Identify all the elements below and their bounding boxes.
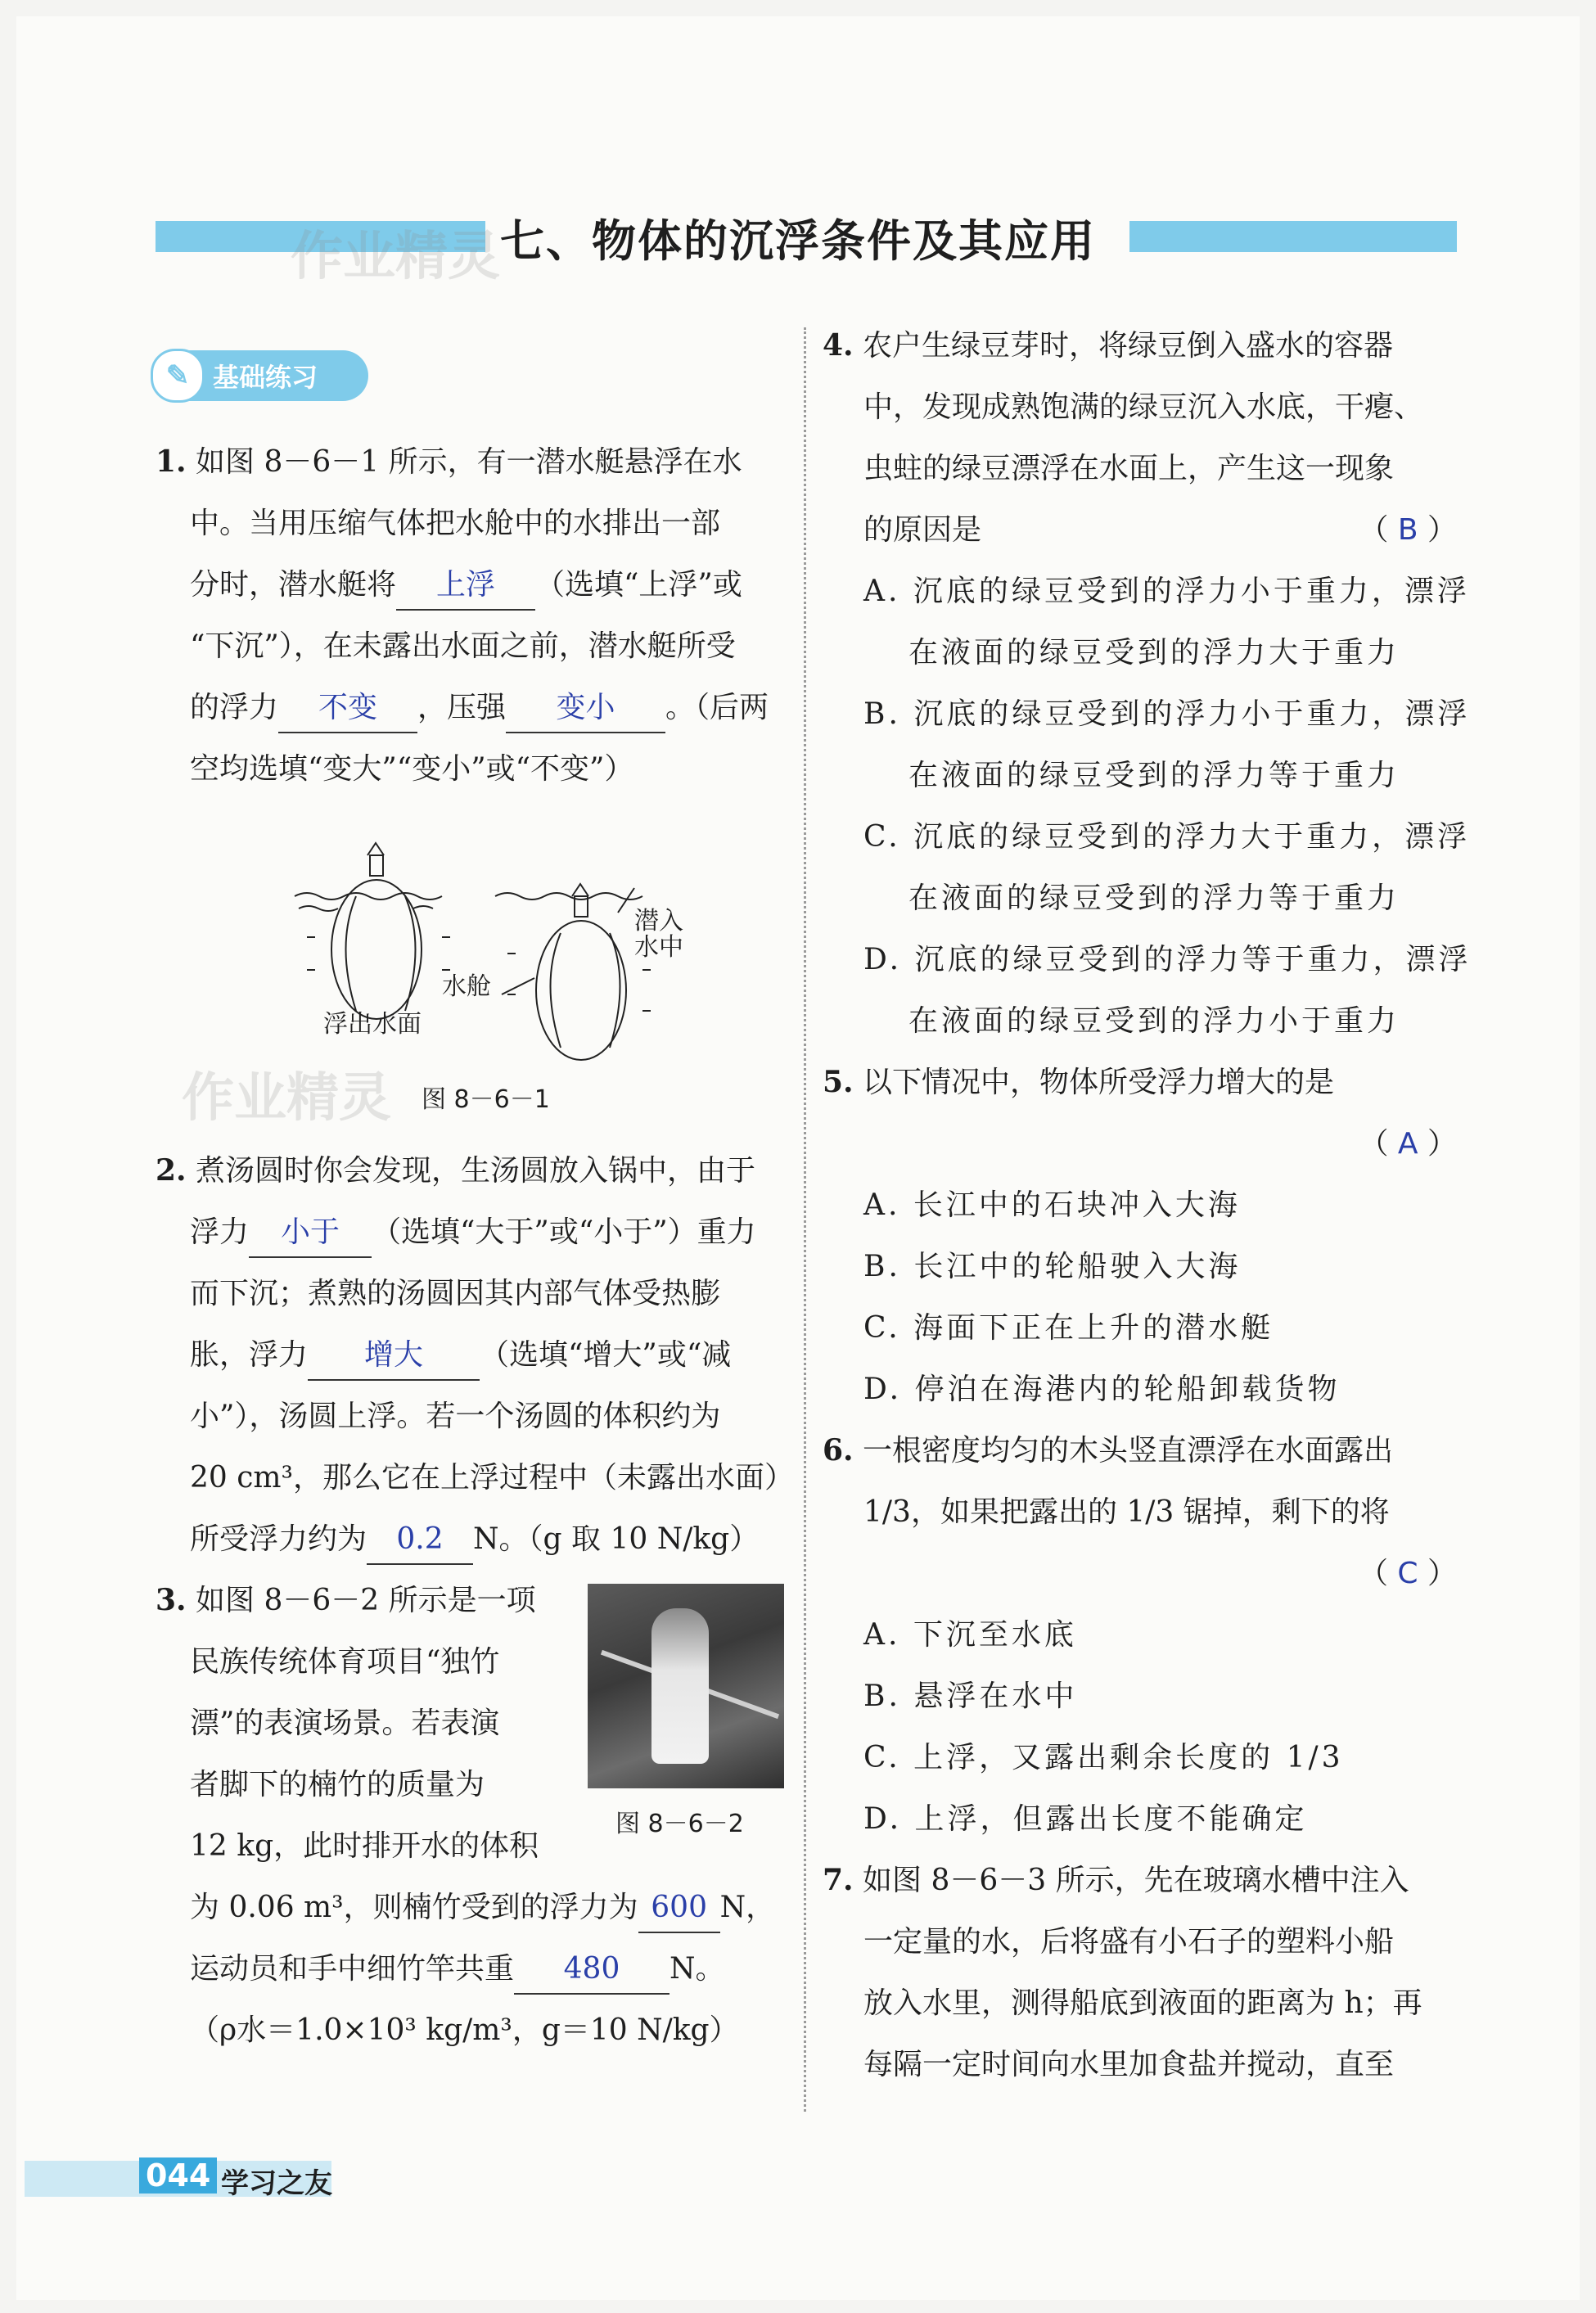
bamboo-rafting-photo [588, 1584, 784, 1788]
q4-option-a: A. 沉底的绿豆受到的浮力小于重力，漂浮 [863, 575, 1470, 608]
right-column [823, 315, 1472, 2095]
q2-block [156, 1140, 794, 1570]
page-number: 044 [139, 2157, 217, 2194]
q4-option-b-cont: 在液面的绿豆受到的浮力等于重力 [908, 759, 1400, 792]
left-column [156, 431, 786, 800]
q6-option-b: B. 悬浮在水中 [863, 1680, 1078, 1713]
photo-performer [651, 1608, 709, 1764]
q5-option-c: C. 海面下正在上升的潜水艇 [863, 1311, 1274, 1345]
q4-option-d: D. 沉底的绿豆受到的浮力等于重力，漂浮 [863, 943, 1472, 976]
q7-line-4: 每隔一定时间向水里加食盐并搅动，直至 [863, 2048, 1395, 2081]
q4-line-3: 虫蛀的绿豆漂浮在水面上，产生这一现象 [863, 452, 1395, 485]
q7-line-3: 放入水里，测得船底到液面的距离为 h；再 [863, 1986, 1422, 2020]
q1-blank-3: 变小 [506, 684, 665, 733]
q3-line-3: 漂”的表演场景。若表演 [190, 1707, 500, 1740]
q4-option-c: C. 沉底的绿豆受到的浮力大于重力，漂浮 [863, 820, 1471, 854]
q7-line-1: 7. 如图 8－6－3 所示，先在玻璃水槽中注入 [823, 1863, 1409, 1897]
q2-line-3: 而下沉；煮熟的汤圆因其内部气体受热膨 [190, 1277, 721, 1310]
q2-line-5: 小”），汤圆上浮。若一个汤圆的体积约为 [190, 1400, 721, 1433]
page-title: 七、物体的沉浮条件及其应用 [0, 206, 1596, 269]
q2-line-6: 20 cm³，那么它在上浮过程中（未露出水面） [190, 1461, 794, 1495]
fig1-label-surface: 浮出水面 [323, 1010, 422, 1039]
q5-option-b: B. 长江中的轮船驶入大海 [863, 1250, 1242, 1283]
q6-answer-line [823, 1543, 1457, 1604]
q5-option-d: D. 停泊在海港内的轮船卸载货物 [863, 1373, 1341, 1406]
q4-line-4: 的原因是 （ B ） [823, 499, 1457, 561]
q6-option-a: A. 下沉至水底 [863, 1618, 1077, 1652]
q2-blank-1: 小于 [249, 1209, 372, 1258]
q5-line-1: 5. 以下情况中，物体所受浮力增大的是 [823, 1065, 1335, 1099]
q2-line-7: 所受浮力约为 0.2 N。（g 取 10 N/kg） [156, 1508, 786, 1570]
q2-line-1: 2. 煮汤圆时你会发现，生汤圆放入锅中，由于 [156, 1153, 756, 1188]
q2-blank-3: 0.2 [367, 1516, 473, 1565]
watermark-2: 作业精灵 [182, 1068, 391, 1129]
fig1-caption: 图 8－6－1 [422, 1085, 550, 1114]
q3-line-4: 者脚下的楠竹的质量为 [190, 1768, 485, 1801]
q1-line-5: 的浮力 不变 ，压强 变小 。（后两 [156, 677, 786, 738]
q1-line-4: “下沉”），在未露出水面之前，潜水艇所受 [190, 629, 736, 663]
q6-option-d: D. 上浮，但露出长度不能确定 [863, 1802, 1308, 1836]
q3-line-6: 为 0.06 m³，则楠竹受到的浮力为 600 N， [156, 1877, 802, 1938]
q1-blank-1: 上浮 [396, 561, 535, 611]
q1-line-3: 分时，潜水艇将 上浮 （选填“上浮”或 [156, 554, 786, 615]
q5-answer-bracket: （ A ） [1359, 1127, 1457, 1161]
q1-line-6: 空均选填“变大”“变小”或“不变”） [190, 752, 634, 786]
q4-line-1: 4. 农户生绿豆芽时，将绿豆倒入盛水的容器 [823, 328, 1394, 363]
q7-line-2: 一定量的水，后将盛有小石子的塑料小船 [863, 1925, 1395, 1959]
fig2-caption: 图 8－6－2 [615, 1810, 744, 1838]
book-name: 学习之友 [221, 2167, 332, 2200]
q3-blank-2: 480 [514, 1946, 670, 1995]
q3-line-2: 民族传统体育项目“独竹 [190, 1645, 500, 1679]
column-divider [804, 327, 806, 2112]
q2-line-4: 胀，浮力 增大 （选填“增大”或“减 [156, 1324, 786, 1386]
q5-option-a: A. 长江中的石块冲入大海 [863, 1188, 1241, 1222]
q2-blank-2: 增大 [308, 1332, 480, 1381]
q2-line-2: 浮力 小于 （选填“大于”或“小于”）重力 [156, 1202, 786, 1263]
q4-line-2: 中，发现成熟饱满的绿豆沉入水底，干瘪、 [863, 390, 1424, 424]
q5-answer: A [1397, 1127, 1418, 1161]
exercise-icon: ✎ [151, 349, 205, 403]
q4-option-c-cont: 在液面的绿豆受到的浮力等于重力 [908, 881, 1400, 915]
q3-line-5: 12 kg，此时排开水的体积 [190, 1829, 539, 1863]
q3-line-1: 3. 如图 8－6－2 所示是一项 [156, 1583, 536, 1617]
fig1-label-dive: 潜入 水中 [634, 907, 683, 962]
section-badge [156, 350, 368, 401]
q5-answer-line [823, 1113, 1457, 1175]
q6-line-2: 1/3，如果把露出的 1/3 锯掉，剩下的将 [863, 1495, 1390, 1529]
q1-blank-2: 不变 [278, 684, 417, 733]
q4-answer-bracket: （ B ） [1359, 513, 1457, 547]
watermark: 作业精灵 [291, 227, 500, 287]
q4-option-b: B. 沉底的绿豆受到的浮力小于重力，漂浮 [863, 697, 1471, 731]
q6-line-1: 6. 一根密度均匀的木头竖直漂浮在水面露出 [823, 1433, 1394, 1468]
q4-option-a-cont: 在液面的绿豆受到的浮力大于重力 [908, 636, 1400, 670]
q4-answer: B [1397, 513, 1418, 547]
q6-answer: C [1397, 1557, 1418, 1590]
q3-line-7: 运动员和手中细竹竿共重 480 N。 [156, 1938, 802, 2000]
q4-option-d-cont: 在液面的绿豆受到的浮力小于重力 [908, 1004, 1400, 1038]
q6-option-c: C. 上浮，又露出剩余长度的 1/3 [863, 1741, 1344, 1774]
fig1-label-tank: 水舱 [442, 972, 491, 1001]
q1-line-2: 中。当用压缩气体把水舱中的水排出一部 [190, 507, 721, 540]
q3-line-8: （ρ水＝1.0×10³ kg/m³，g＝10 N/kg） [190, 2013, 739, 2047]
q6-answer-bracket: （ C ） [1358, 1557, 1457, 1590]
q3-blank-1: 600 [638, 1884, 720, 1933]
q1-line-1: 1. 如图 8－6－1 所示，有一潜水艇悬浮在水 [156, 444, 742, 479]
section-label: 基础练习 [213, 362, 318, 393]
